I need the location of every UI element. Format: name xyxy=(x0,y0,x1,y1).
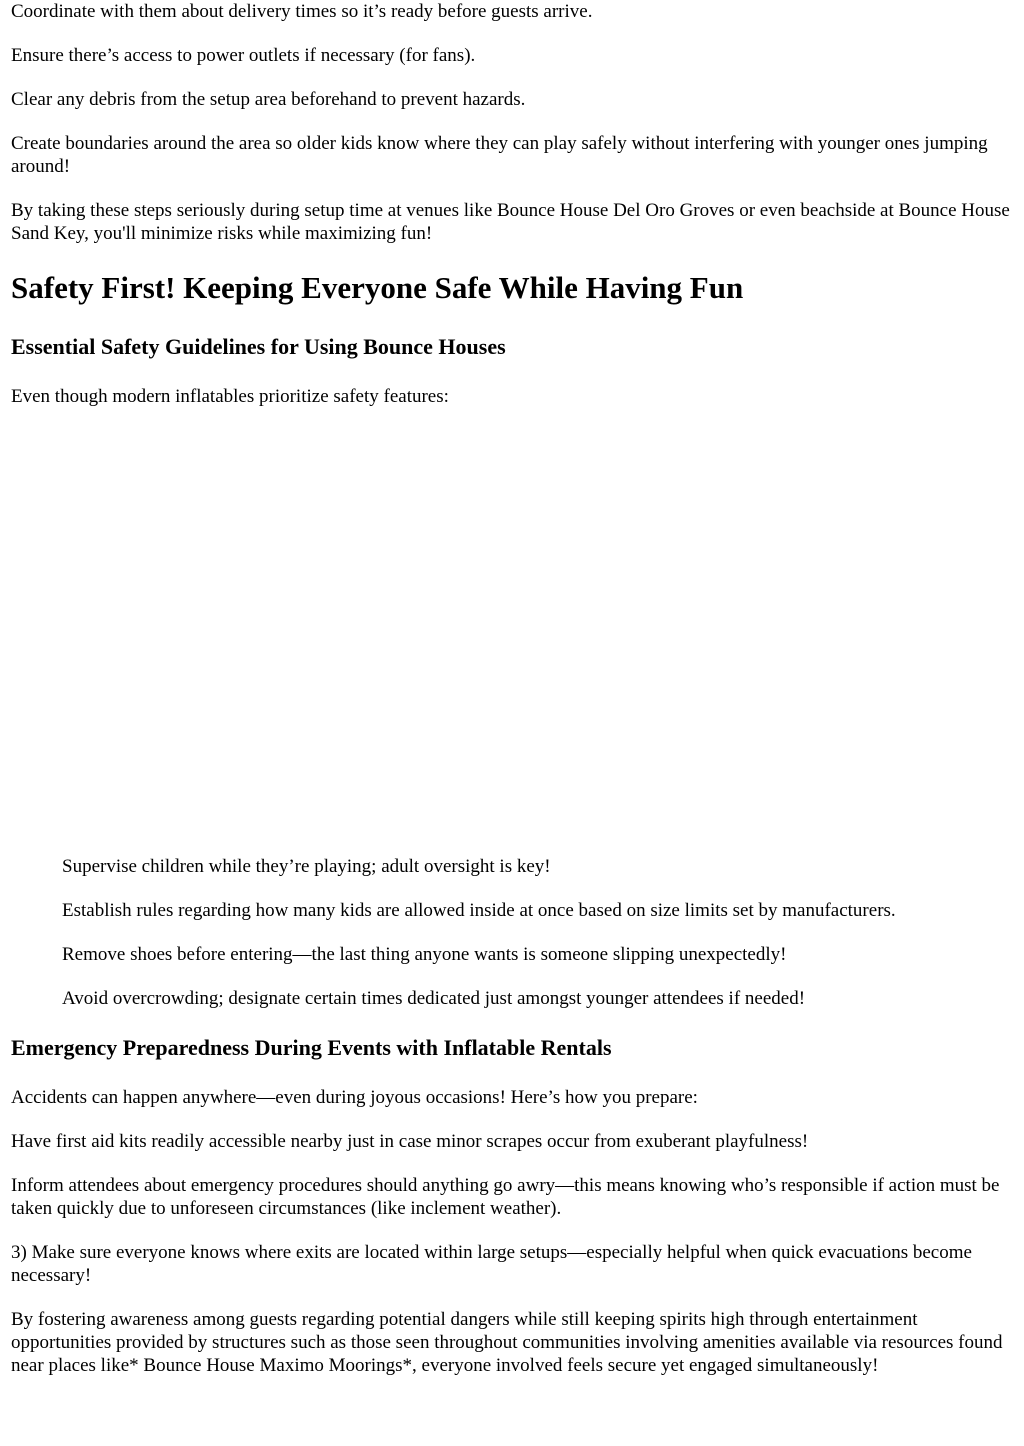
subheading-safety-guidelines: Essential Safety Guidelines for Using Bounce Houses xyxy=(11,334,506,359)
paragraph-exits: 3) Make sure everyone knows where exits are located within large setups—especially helpful when quick evacuations become necessary! xyxy=(11,1242,972,1286)
list-item-avoid-overcrowding: Avoid overcrowding; designate certain times dedicated just amongst younger attendees if needed! xyxy=(62,988,806,1009)
paragraph-power-outlets: Ensure there’s access to power outlets if necessary (for fans). xyxy=(11,45,476,66)
paragraph-clear-debris: Clear any debris from the setup area beforehand to prevent hazards. xyxy=(11,89,526,110)
paragraph-fostering-awareness: By fostering awareness among guests regarding potential dangers while still keeping spirits high through entertainment opportunities provided by structures such as those seen throughout communities involving amenities available via resources found near places like* Bounce House Maximo Moorings*, everyone involved feels secure yet engaged simultaneously! xyxy=(11,1309,1003,1376)
heading-emergency-preparedness: Emergency Preparedness During Events with Inflatable Rentals xyxy=(11,1035,612,1060)
empty-media-area xyxy=(11,420,1011,840)
paragraph-delivery-times: Coordinate with them about delivery times so it’s ready before guests arrive. xyxy=(11,1,593,22)
list-item-supervise: Supervise children while they’re playing; adult oversight is key! xyxy=(62,856,551,877)
paragraph-accidents: Accidents can happen anywhere—even during joyous occasions! Here’s how you prepare: xyxy=(11,1087,698,1108)
heading-safety-first: Safety First! Keeping Everyone Safe While Having Fun xyxy=(11,270,744,305)
list-item-establish-rules: Establish rules regarding how many kids are allowed inside at once based on size limits set by manufacturers. xyxy=(62,900,896,921)
paragraph-safety-intro: Even though modern inflatables prioritize safety features: xyxy=(11,386,449,407)
paragraph-setup-summary: By taking these steps seriously during setup time at venues like Bounce House Del Oro Groves or even beachside at Bounce House Sand Key, you'll minimize risks while maximizing fun! xyxy=(11,200,1010,244)
paragraph-first-aid: Have first aid kits readily accessible nearby just in case minor scrapes occur from exuberant playfulness! xyxy=(11,1131,809,1152)
paragraph-create-boundaries: Create boundaries around the area so older kids know where they can play safely without interfering with younger ones jumping around! xyxy=(11,133,988,177)
list-item-remove-shoes: Remove shoes before entering—the last thing anyone wants is someone slipping unexpectedly! xyxy=(62,944,787,965)
paragraph-inform-attendees: Inform attendees about emergency procedures should anything go awry—this means knowing who’s responsible if action must be taken quickly due to unforeseen circumstances (like inclement weather). xyxy=(11,1175,1000,1219)
